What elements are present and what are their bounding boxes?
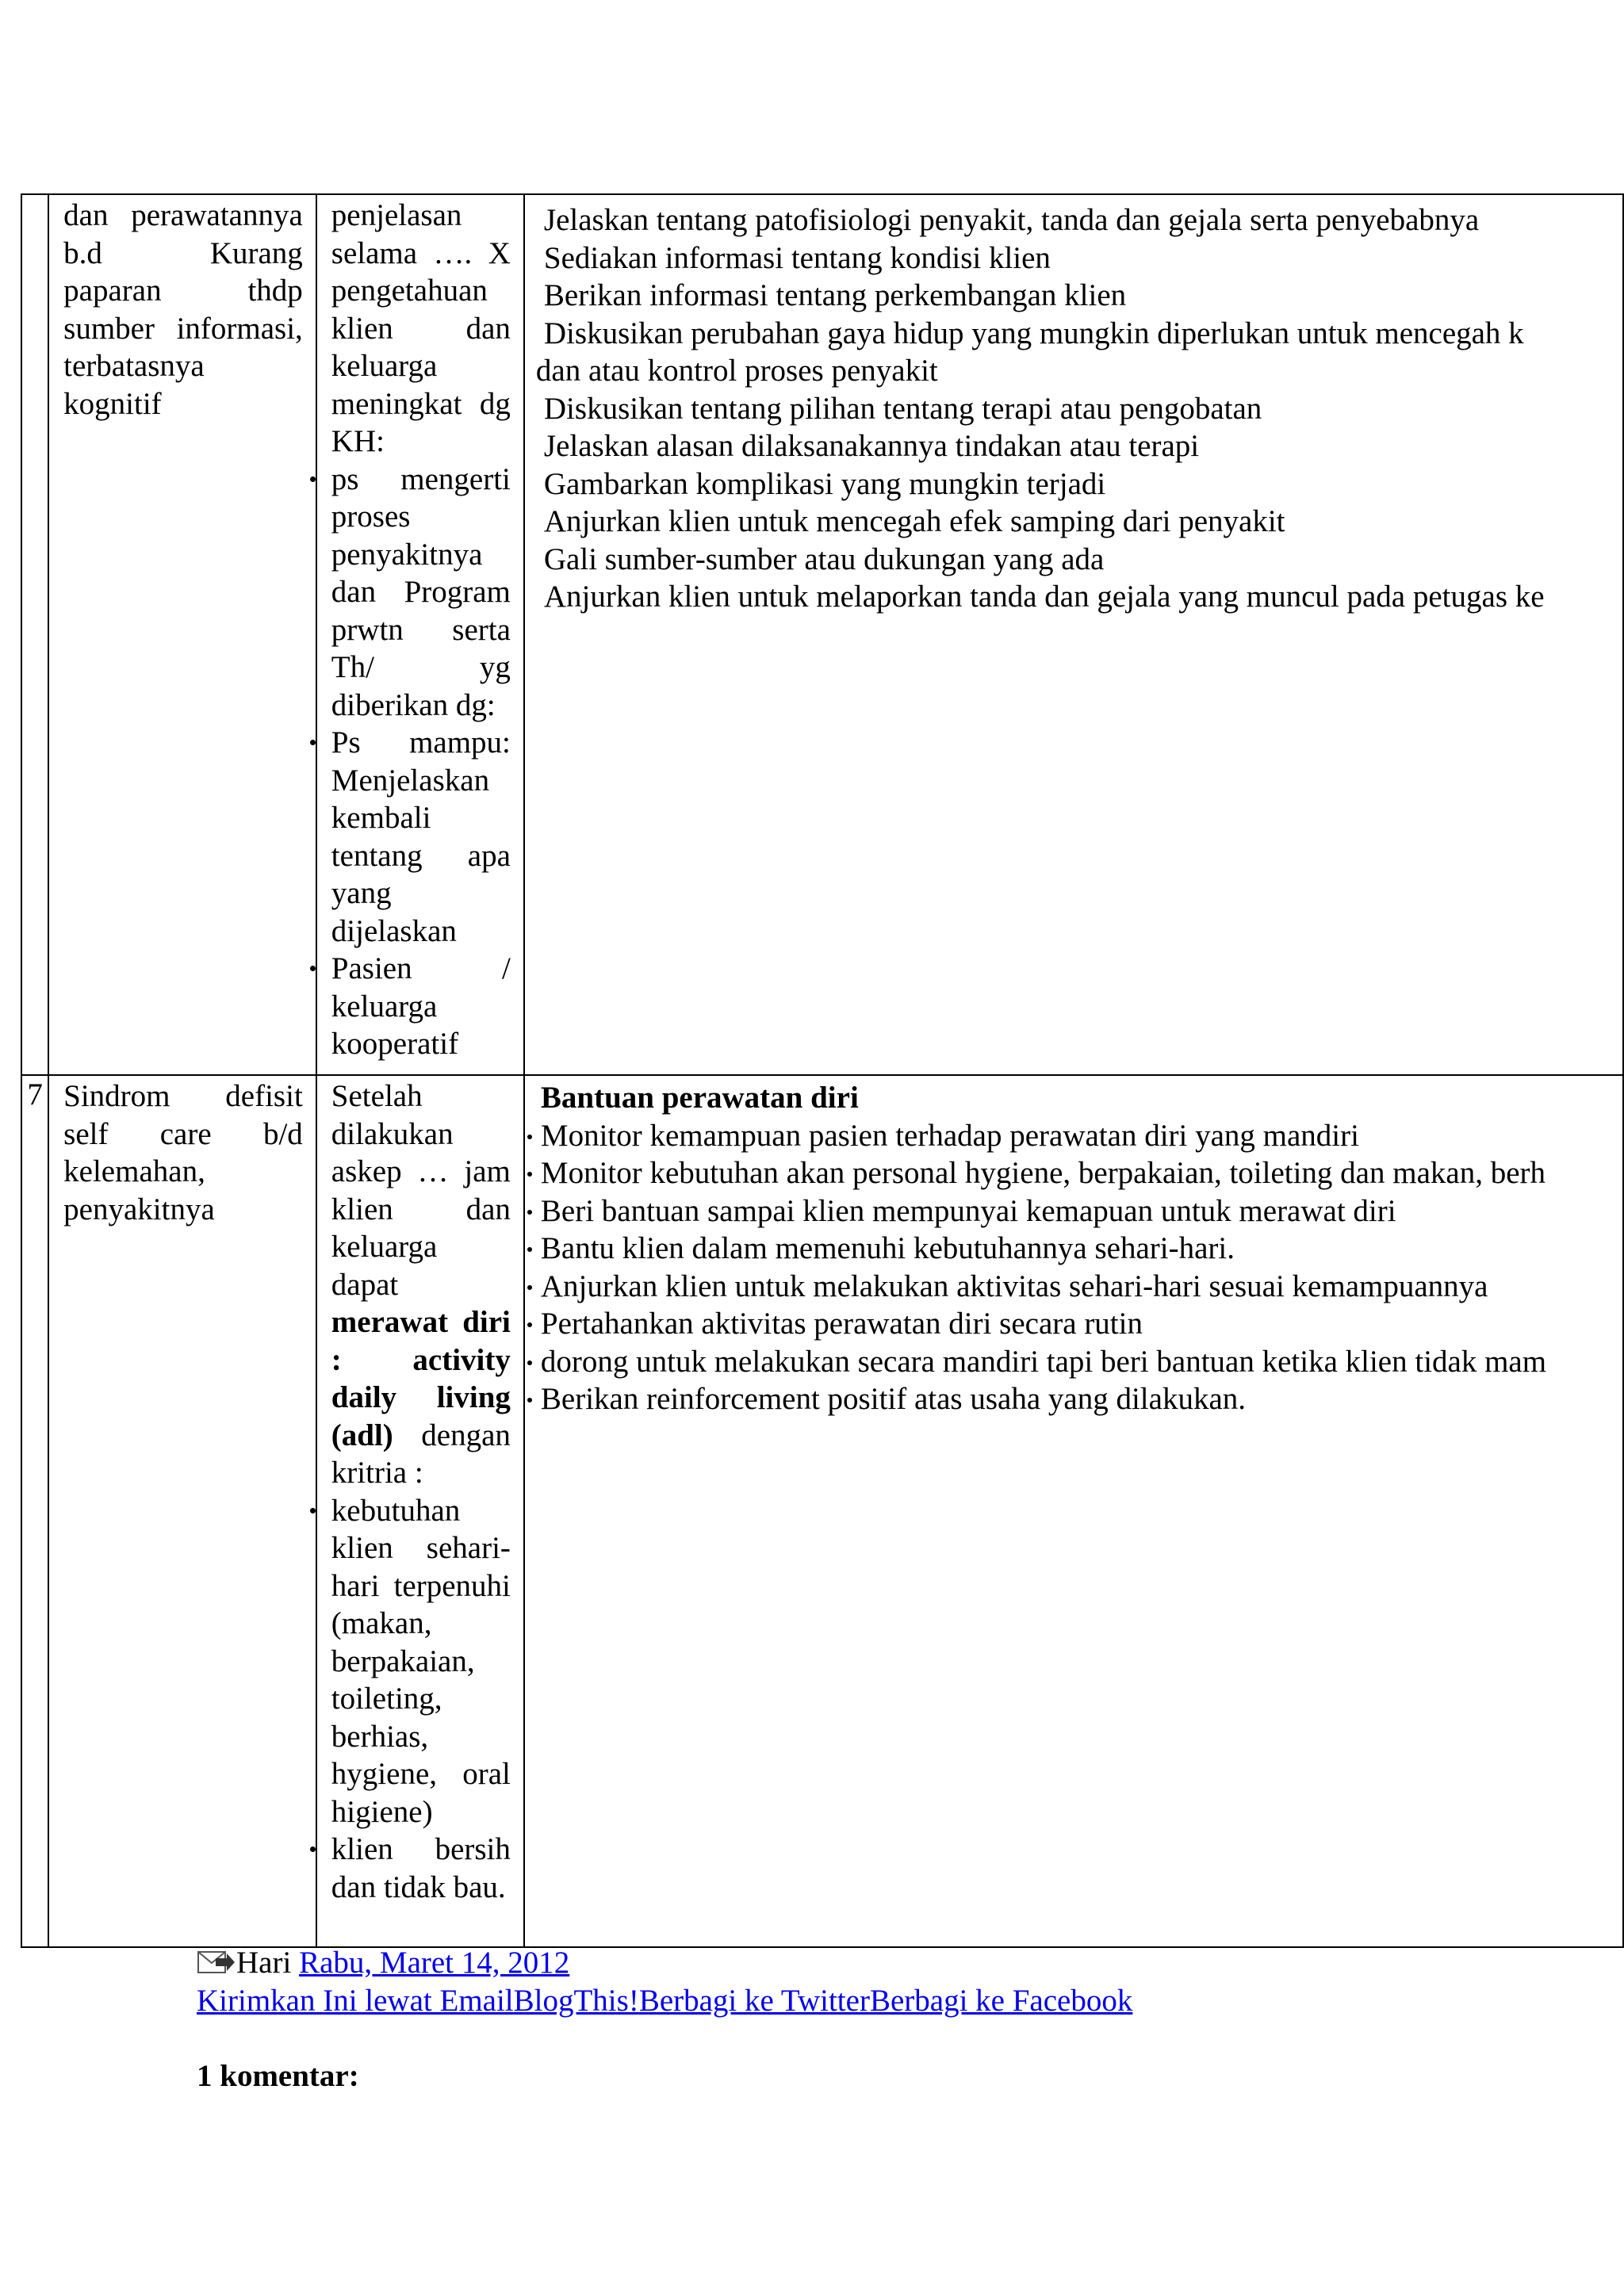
bullet-icon	[527, 1210, 532, 1215]
diagnosis-cell	[48, 194, 316, 1075]
outcome-intro: Setelah dilakukan askep … jam klien dan keluarga dapat merawat diri : activity daily living (adl) dengan kritria :	[331, 1079, 511, 1490]
bullet-icon	[527, 1285, 532, 1290]
bullet-icon	[527, 1247, 532, 1252]
outcome-bullet: kebutuhan klien sehari-hari terpenuhi (makan, berpakaian, toileting, berhias, hygiene, oral higiene)	[331, 1492, 511, 1831]
intervention-item: Diskusikan tentang pilihan tentang terapi atau pengobatan	[543, 391, 1262, 426]
row-number: 7	[27, 1077, 43, 1112]
diagnosis-text: dan perawatannya b.d Kurang paparan thdp sumber informasi, terbatasnya kognitif	[63, 198, 303, 421]
bullet-icon	[527, 1398, 532, 1402]
intervention-cell	[524, 1075, 1623, 1947]
share-twitter-link[interactable]: Berbagi ke Twitter	[638, 1984, 870, 2018]
outcome-bullet: Ps mampu: Menjelaskan kembali tentang apa yang dijelaskan	[331, 724, 511, 950]
intervention-item: Berikan informasi tentang perkembangan klien	[543, 278, 1127, 312]
bullet-icon	[527, 1360, 532, 1365]
intervention-item: Berikan reinforcement positif atas usaha yang dilakukan.	[541, 1380, 1622, 1418]
outcome-cell	[316, 1075, 524, 1947]
intervention-cell	[524, 194, 1623, 1075]
intervention-heading: Bantuan perawatan diri	[540, 1081, 859, 1115]
intervention-item: Monitor kebutuhan akan personal hygiene, berpakaian, toileting dan makan, berh	[541, 1154, 1622, 1192]
outcome-intro: penjelasan selama …. X pengetahuan klien dan keluarga meningkat dg KH:	[331, 198, 511, 458]
table-row	[21, 194, 1623, 1075]
intervention-item: Anjurkan klien untuk melaporkan tanda dan gejala yang muncul pada petugas ke	[543, 580, 1545, 614]
intervention-item: Anjurkan klien untuk melakukan aktivitas sehari-hari sesuai kemampuannya	[541, 1268, 1622, 1306]
bullet-icon	[310, 740, 316, 745]
intervention-item: Sediakan informasi tentang kondisi klien	[543, 240, 1051, 275]
row-number-cell	[21, 194, 48, 1075]
table-row	[21, 1075, 1623, 1947]
intervention-item: Jelaskan tentang patofisiologi penyakit, tanda dan gejala serta penyebabnya	[543, 203, 1480, 237]
email-post-icon[interactable]	[197, 1947, 236, 1974]
share-facebook-link[interactable]: Berbagi ke Facebook	[869, 1984, 1133, 2018]
bullet-icon	[310, 1846, 316, 1852]
diagnosis-cell	[48, 1075, 316, 1947]
outcome-focus: merawat diri : activity daily living (adl)	[331, 1305, 511, 1452]
post-date-link[interactable]: Rabu, Maret 14, 2012	[299, 1946, 570, 1980]
bullet-icon	[527, 1322, 532, 1327]
intervention-item: Beri bantuan sampai klien mempunyai kemapuan untuk merawat diri	[541, 1192, 1622, 1230]
outcome-cell	[316, 194, 524, 1075]
blogthis-link[interactable]: BlogThis!	[513, 1984, 639, 2018]
intervention-item: Pertahankan aktivitas perawatan diri secara rutin	[541, 1305, 1622, 1343]
comments-heading: 1 komentar:	[197, 2059, 359, 2093]
share-email-link[interactable]: Kirimkan Ini lewat Email	[197, 1984, 514, 2018]
care-plan-table	[21, 193, 1624, 1948]
intervention-item: Gambarkan komplikasi yang mungkin terjadi	[543, 466, 1106, 501]
post-day-label: Hari	[236, 1946, 300, 1980]
post-date-line	[197, 1944, 569, 1982]
bullet-icon	[527, 1172, 532, 1177]
intervention-item: dorong untuk melakukan secara mandiri tapi beri bantuan ketika klien tidak mam	[541, 1343, 1622, 1381]
bullet-icon	[310, 476, 316, 482]
intervention-item: Gali sumber-sumber atau dukungan yang ada	[543, 541, 1105, 576]
intervention-item-continued: dan atau kontrol proses penyakit	[535, 354, 938, 388]
outcome-bullet: ps mengerti proses penyakitnya dan Program prwtn serta Th/ yg diberikan dg:	[331, 461, 511, 725]
intervention-item: Bantu klien dalam memenuhi kebutuhannya sehari-hari.	[541, 1230, 1622, 1268]
outcome-bullet: klien bersih dan tidak bau.	[331, 1831, 511, 1906]
row-number-cell	[21, 1075, 48, 1947]
share-links	[197, 1982, 1132, 2020]
bullet-icon	[527, 1135, 532, 1139]
bullet-icon	[310, 966, 316, 971]
intervention-item: Jelaskan alasan dilaksanakannya tindakan atau terapi	[543, 429, 1200, 463]
intervention-item: Diskusikan perubahan gaya hidup yang mungkin diperlukan untuk mencegah k	[543, 316, 1524, 350]
diagnosis-text: Sindrom defisit self care b/d kelemahan, penyakitnya	[63, 1079, 303, 1226]
intervention-item: Monitor kemampuan pasien terhadap perawatan diri yang mandiri	[541, 1117, 1622, 1155]
bullet-icon	[310, 1508, 316, 1513]
intervention-item: Anjurkan klien untuk mencegah efek samping dari penyakit	[543, 504, 1285, 538]
outcome-bullet: Pasien / keluarga kooperatif	[331, 950, 511, 1063]
